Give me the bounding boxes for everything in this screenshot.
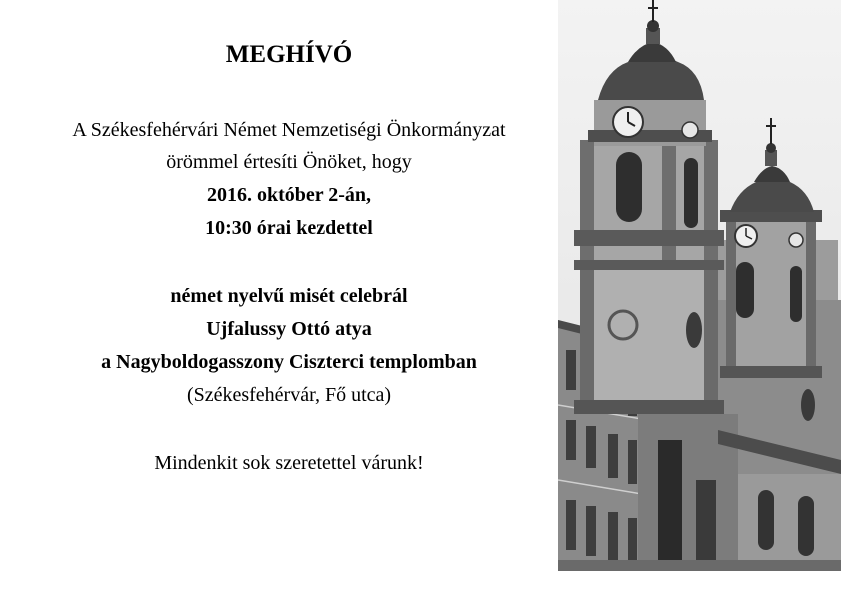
invitation-line-mass: német nyelvű misét celebrál: [170, 285, 408, 307]
invitation-line-organizer: A Székesfehérvári Német Nemzetiségi Önkormányzat: [72, 119, 506, 141]
invitation-line-church: a Nagyboldogasszony Ciszterci templomban: [101, 351, 477, 373]
invitation-line-priest: Ujfalussy Ottó atya: [206, 318, 372, 340]
invitation-title: MEGHÍVÓ: [225, 41, 353, 68]
church-photo: [558, 0, 841, 571]
invitation-line-closing: Mindenkit sok szeretettel várunk!: [154, 452, 424, 474]
invitation-line-date: 2016. október 2-án,: [206, 184, 372, 206]
invitation-line-time: 10:30 órai kezdettel: [205, 217, 373, 239]
invitation-line-intro: örömmel értesíti Önöket, hogy: [166, 151, 412, 173]
invitation-line-location: (Székesfehérvár, Fő utca): [186, 384, 392, 406]
